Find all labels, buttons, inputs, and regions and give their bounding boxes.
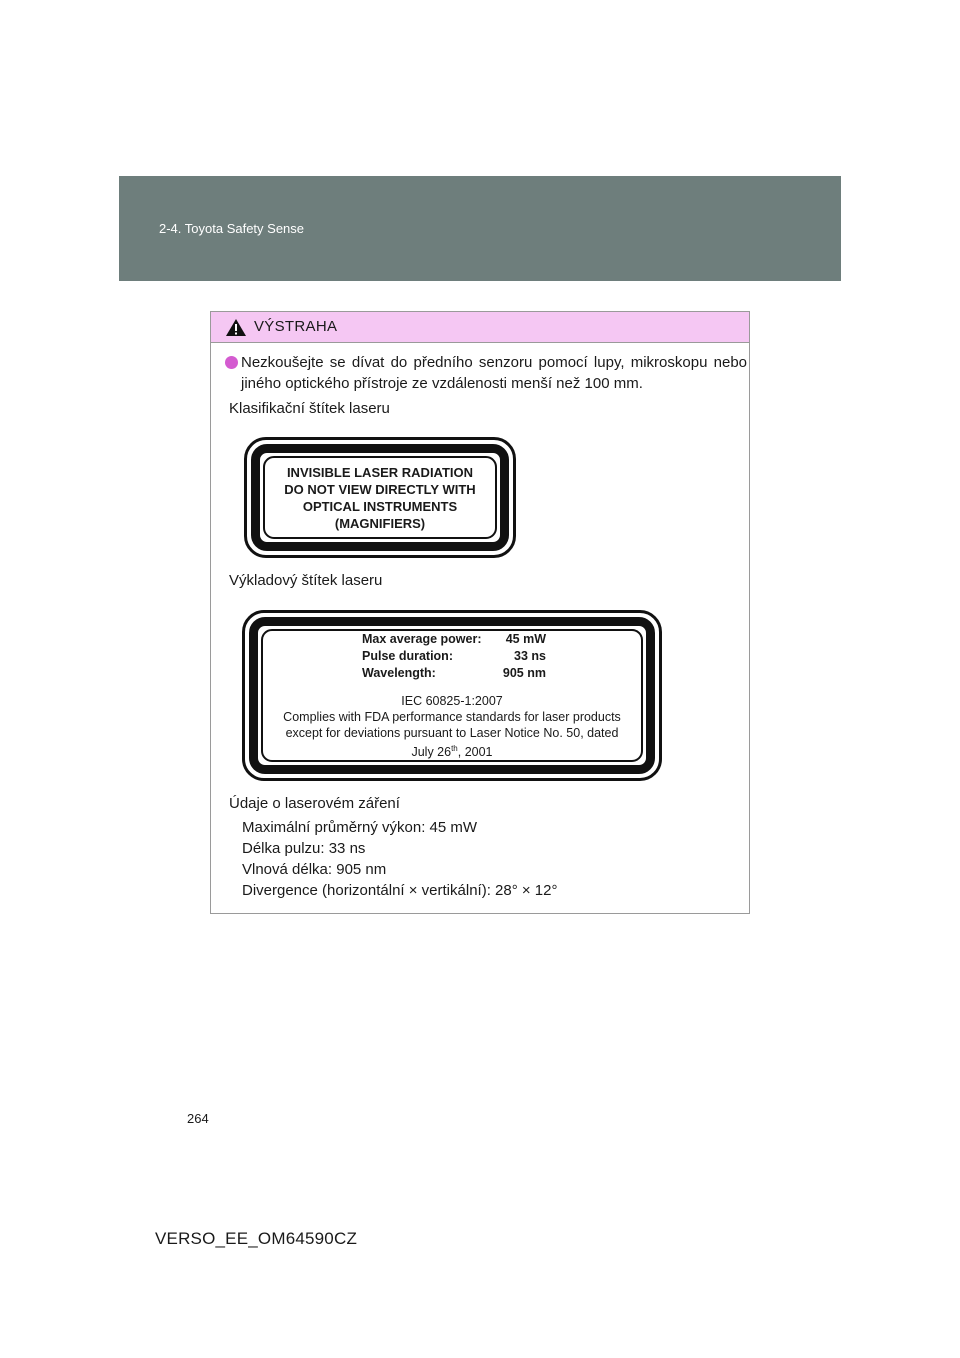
spec-row: Wavelength: 905 nm [362,666,546,680]
warning-triangle-icon [225,318,247,337]
compliance-text: except for deviations pursuant to Laser Notice No. 50, dated [285,725,619,740]
warning-header [211,312,749,343]
warning-bullet-text: Nezkoušejte se dívat do předního senzoru pomocí lupy, mikroskopu nebo jiného optického přístroje ze vzdálenosti menší než 100 mm. [241,354,747,392]
data-line: Délka pulzu: 33 ns [242,840,366,857]
warning-title: VÝSTRAHA [254,318,338,335]
document-code: VERSO_EE_OM64590CZ [155,1229,358,1248]
radiation-data-list [242,817,558,901]
explanatory-label-caption: Výkladový štítek laseru [229,572,383,589]
date-text: July 26th, 2001 [411,743,493,759]
explanatory-laser-label [242,610,662,781]
spec-row: Pulse duration: 33 ns [362,649,546,663]
bullet-icon [225,356,238,369]
label-line: DO NOT VIEW DIRECTLY WITH [284,481,476,497]
data-line: Maximální průměrný výkon: 45 mW [242,819,478,836]
classification-laser-label [244,437,516,558]
spec-row: Max average power: 45 mW [362,632,546,646]
compliance-text: Complies with FDA performance standards for laser products [283,709,621,724]
radiation-data-caption: Údaje o laserovém záření [229,795,400,812]
data-line: Vlnová délka: 905 nm [242,861,387,878]
label-line: INVISIBLE LASER RADIATION [286,464,474,480]
classification-label-caption: Klasifikační štítek laseru [229,400,390,417]
data-line: Divergence (horizontální × vertikální): 28° × 12° [242,882,558,899]
warning-box [210,311,750,914]
page-number: 264 [187,1111,209,1126]
section-header [119,176,841,281]
section-title: 2-4. Toyota Safety Sense [159,221,305,236]
label-line: OPTICAL INSTRUMENTS [302,498,458,514]
label-line: (MAGNIFIERS) [334,515,426,531]
standard-text: IEC 60825-1:2007 [401,693,503,708]
